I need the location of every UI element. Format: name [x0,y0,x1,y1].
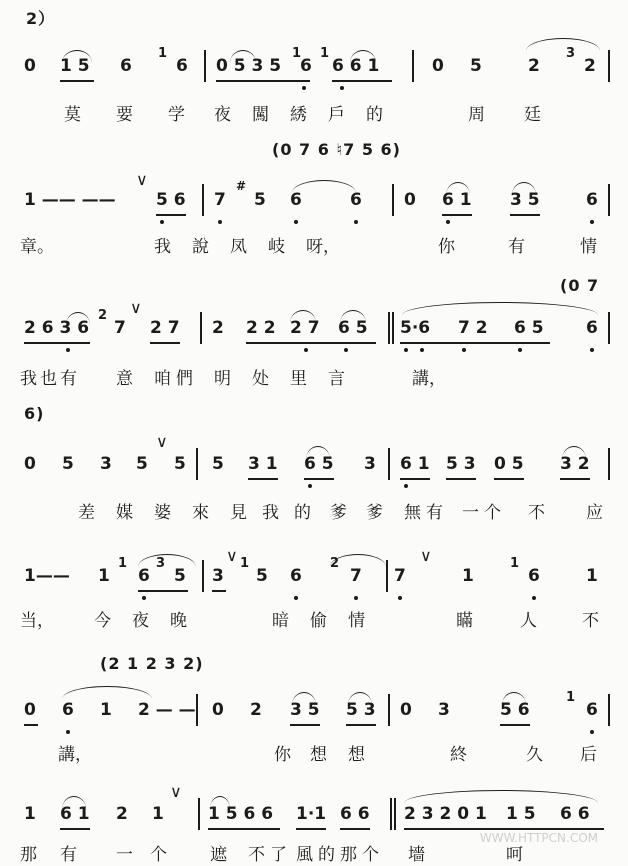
note: 5 [62,454,74,474]
lyric-char: 情 [580,237,597,257]
note: 2 [212,318,224,338]
note-pair: 3 5 [290,700,320,720]
note: 3 [364,454,376,474]
note: 0 [400,700,412,720]
note-pair: 3 1 [248,454,278,474]
lyric-char: 人 [520,611,537,631]
lyric-char: 有 [60,369,77,389]
note: 1 [98,566,110,586]
note: 6 [290,566,302,586]
lyric-char: 綉 [290,105,307,125]
slur [562,446,586,459]
note-pair: 5·6 [400,318,431,338]
grace-note: 1 [158,46,168,61]
notation-row-1 [0,46,628,84]
slur [404,790,598,803]
note-pair: 3 2 [560,454,590,474]
lyric-char: 一 [116,845,133,865]
note: 6 [176,56,188,76]
barline [196,694,198,726]
slur [350,50,376,63]
note: 3 [100,454,112,474]
lyrics-row-5 [0,606,628,632]
lyric-char: 見 [230,503,247,523]
barline [198,798,200,830]
note: 0 [24,454,36,474]
barline [608,50,610,82]
lyric-char: 夜 [132,611,149,631]
lyric-char: 的 [294,503,311,523]
lyric-char: 風 [296,845,313,865]
octave-dot [590,348,594,352]
lyric-char: 闖 [252,105,269,125]
slur [502,692,526,705]
note: 1 [100,700,112,720]
underline [400,478,430,480]
lyric-char: 的 [366,105,383,125]
octave-dot [160,220,164,224]
note: 6 [138,566,150,586]
note: 5 [174,454,186,474]
lyric-char: 不 [582,611,599,631]
lyric-char: 墻 [408,845,425,865]
note-pair: 2 7 [290,318,320,338]
note-group: 1 5 6 6 [208,804,274,824]
barline [388,312,390,344]
slur [210,796,230,809]
octave-dot [420,348,424,352]
barline [608,312,610,344]
tie [292,180,356,193]
lyric-char: 意 [116,369,133,389]
breath-mark: ∨ [136,170,148,189]
lyric-char: 今 [94,611,111,631]
note: 6 [120,56,132,76]
underline [304,478,334,480]
lyric-char: 廷 [524,105,541,125]
octave-dot [354,596,358,600]
lyric-char: 当， [20,611,54,631]
slur [62,686,152,699]
note: 6 [290,190,302,210]
lyric-char: 了 [270,845,287,865]
lyric-char: 周 [468,105,485,125]
note-held: 2 — — [138,700,196,720]
note-pair: 5 3 [346,700,376,720]
octave-dot [66,348,70,352]
grace-note: 1 [118,556,128,571]
underline [442,214,472,216]
note: 1 [586,566,598,586]
lyrics-row-4 [0,498,628,524]
barline [386,560,388,592]
lyric-char: 婆 [154,503,171,523]
lyric-char: 久 [526,745,543,765]
barline [392,184,394,216]
notation-row-2 [0,170,628,218]
barline [608,694,610,726]
note-pair: 1 5 [60,56,90,76]
lyric-char: 偷 [310,611,327,631]
lyric-char: 处 [252,369,269,389]
note: 6 [350,190,362,210]
note-held: 1 —— —— [24,190,116,210]
slur [230,50,256,63]
lyric-char: 我 [154,237,171,257]
underline [60,80,94,82]
slur [66,312,90,325]
note: 1 [24,804,36,824]
underline [246,342,376,344]
notation-row-4 [0,432,628,482]
barline [608,184,610,216]
breath-mark: ∨ [226,546,238,565]
sharp-sign: # [236,179,247,193]
lyric-char: 凤 [230,237,247,257]
note-pair: 6 1 [60,804,90,824]
instrumental-bracket: (0 7 6 ♮7 5 6) [272,140,401,159]
lyric-char: 不 [248,845,265,865]
octave-dot [590,220,594,224]
barline [388,448,390,480]
lyric-char: 講， [412,369,446,389]
note-pair: 7 2 [458,318,488,338]
lyric-char: 差 [78,503,95,523]
octave-dot [66,730,70,734]
underline [208,828,280,830]
instrumental-bracket: (2 1 2 3 2) [100,654,204,673]
lyric-char: 有 [508,237,525,257]
barline [204,50,206,82]
note-pair: 6 6 [340,804,370,824]
lyric-char: 也 [40,369,57,389]
lyrics-row-6 [0,740,628,766]
lyric-char: 言 [328,369,345,389]
notation-row-6 [0,690,628,728]
note-pair: 6 1 [442,190,472,210]
note: 6 [586,318,598,338]
lyric-char: 那 [20,845,37,865]
breath-mark: ∨ [170,782,182,801]
lyric-char: 个 [484,503,501,523]
note: 7 [350,566,362,586]
slur [306,446,330,459]
underline [446,478,476,480]
grace-note: 1 [292,46,302,61]
note: 5 [174,566,186,586]
underline [150,342,180,344]
lyric-char: 后 [580,745,597,765]
barline [412,50,414,82]
lyric-char: 遮 [210,845,227,865]
lyric-char: 呀， [306,237,340,257]
octave-dot [218,220,222,224]
slur [402,302,598,315]
underline [24,342,90,344]
lyric-char: 來 [192,503,209,523]
note-pair: 5 3 [446,454,476,474]
underline [60,828,90,830]
note: 0 [212,700,224,720]
grace-note: 3 [156,556,166,571]
note: 1 [152,804,164,824]
note: 5 [254,190,266,210]
lyric-char: 想 [348,745,365,765]
lyric-char: 个 [150,845,167,865]
lyric-char: 咱 [154,369,171,389]
slur [512,182,536,195]
note: 2 [584,56,596,76]
note: 7 [394,566,406,586]
underline [340,828,370,830]
note: 2 [250,700,262,720]
breath-mark: ∨ [130,298,142,317]
barline [394,798,396,830]
note: 6 [528,566,540,586]
note: 3 [212,566,224,586]
note: 3 [438,700,450,720]
octave-dot [590,730,594,734]
octave-dot [532,596,536,600]
lyrics-row-1 [0,100,628,126]
note-pair: 1·1 [296,804,327,824]
note-pair: 5 6 [156,190,186,210]
lyric-char: 你 [274,745,291,765]
octave-dot [398,596,402,600]
notation-row-5 [0,546,628,594]
note: 5 [470,56,482,76]
slur [526,38,600,51]
note: 7 [114,318,126,338]
grace-note: 1 [320,46,330,61]
lyric-char: 的 [318,845,335,865]
barline [608,448,610,480]
note: 1 [462,566,474,586]
lyric-char: 戶 [328,105,345,125]
lyric-char: 們 [176,369,193,389]
lyric-char: 想 [310,745,327,765]
octave-dot [304,348,308,352]
breath-mark: ∨ [156,432,168,451]
octave-dot [308,484,312,488]
note-pair: 3 5 [510,190,540,210]
slur [348,692,372,705]
lyric-char: 無 [404,503,421,523]
underline [290,724,320,726]
lyric-char: 瞞 [456,611,473,631]
lyric-char: 終 [450,745,467,765]
note-pair: 6 1 [400,454,430,474]
lyric-char: 要 [116,105,133,125]
lyric-char: 媒 [116,503,133,523]
lyric-char: 学 [168,105,185,125]
slur [62,50,92,63]
barline [392,312,394,344]
notation-row-7 [0,782,628,832]
note-held: 1—— [24,566,70,586]
lyric-char: 你 [438,237,455,257]
note: 0 [404,190,416,210]
underline [500,724,530,726]
underline [346,724,376,726]
note-group: 2 6 3 6 [24,318,90,338]
slur [446,182,470,195]
note: 6 [586,190,598,210]
barline [196,448,198,480]
lyric-char: 应 [586,503,603,523]
octave-dot [404,484,408,488]
lyric-char: 个 [362,845,379,865]
lyric-char: 暗 [272,611,289,631]
lyric-char: 講， [58,745,92,765]
barline [388,694,390,726]
breath-mark: ∨ [420,546,432,565]
slur [340,310,366,323]
grace-note: 2 [330,556,340,571]
lyric-char: 晚 [170,611,187,631]
lyric-char: 爹 [366,503,383,523]
lyric-char: 有 [426,503,443,523]
lyric-char: 情 [348,611,365,631]
barline [202,560,204,592]
lyric-char: 呵 [506,845,523,865]
lyric-char: 夜 [214,105,231,125]
underline [494,478,524,480]
lyrics-row-3 [0,364,628,390]
notation-row-3 [0,298,628,346]
note: 6 [300,56,312,76]
instrumental-bracket: (0 7 [560,276,600,295]
note-pair: 6 6 [560,804,590,824]
octave-dot [294,220,298,224]
underline [560,478,590,480]
lyric-char: 里 [290,369,307,389]
octave-dot [344,348,348,352]
octave-dot [446,220,450,224]
octave-dot [404,348,408,352]
barline [202,184,204,216]
octave-dot [302,86,306,90]
slur [292,692,316,705]
note: 0 [24,56,36,76]
note-pair: 0 5 [494,454,524,474]
note: 0 [432,56,444,76]
lyric-char: 岐 [268,237,285,257]
grace-note: 1 [510,556,520,571]
note-pair: 6 5 [304,454,334,474]
underline [216,80,310,82]
underline [24,724,38,726]
page-marker: 2） [26,9,56,28]
slur [138,554,196,567]
lyric-char: 莫 [64,105,81,125]
note-pair: 2 2 [246,318,276,338]
octave-dot [294,596,298,600]
underline [138,590,188,592]
lyric-char: 說 [192,237,209,257]
lyric-char: 不 [528,503,545,523]
grace-note: 1 [566,690,576,705]
lyrics-row-2 [0,232,628,258]
note: 5 [256,566,268,586]
note-group: 0 5 3 5 [216,56,282,76]
note-pair: 6 5 [514,318,544,338]
lyric-char: 我 [20,369,37,389]
grace-note: 1 [240,556,250,571]
octave-dot [340,86,344,90]
note: 7 [214,190,226,210]
note: 5 [212,454,224,474]
lyric-char: 有 [60,845,77,865]
underline [296,828,326,830]
site-watermark: WWW.HTTPCN.COM [479,831,598,845]
underline [404,828,604,830]
note-group: 6 6 1 [332,56,380,76]
barline [200,312,202,344]
note: 2 [528,56,540,76]
note: 0 [24,700,36,720]
note-pair: 2 7 [150,318,180,338]
grace-note: 3 [566,46,576,61]
lyric-char: 我 [262,503,279,523]
note: 6 [62,700,74,720]
lyric-char: 明 [214,369,231,389]
lyric-char: 一 [462,503,479,523]
underline [156,214,186,216]
note: 5 [136,454,148,474]
slur [290,310,316,323]
lyric-char: 那 [340,845,357,865]
octave-dot [142,596,146,600]
note-pair: 6 5 [338,318,368,338]
note-group: 2 3 2 0 1 [404,804,487,824]
octave-dot [354,220,358,224]
note: 2 [116,804,128,824]
underline [212,590,226,592]
grace-note: 2 [98,308,108,323]
note-pair: 1 5 [506,804,536,824]
note: 6 [586,700,598,720]
octave-dot [462,348,466,352]
slur [62,796,86,809]
octave-dot [518,348,522,352]
lyric-char: 章。 [20,237,54,257]
barline [390,798,392,830]
instrumental-bracket: 6) [24,404,45,423]
note-pair: 5 6 [500,700,530,720]
underline [510,214,540,216]
underline [400,342,550,344]
lyric-char: 爹 [330,503,347,523]
underline [248,478,278,480]
underline [332,80,392,82]
